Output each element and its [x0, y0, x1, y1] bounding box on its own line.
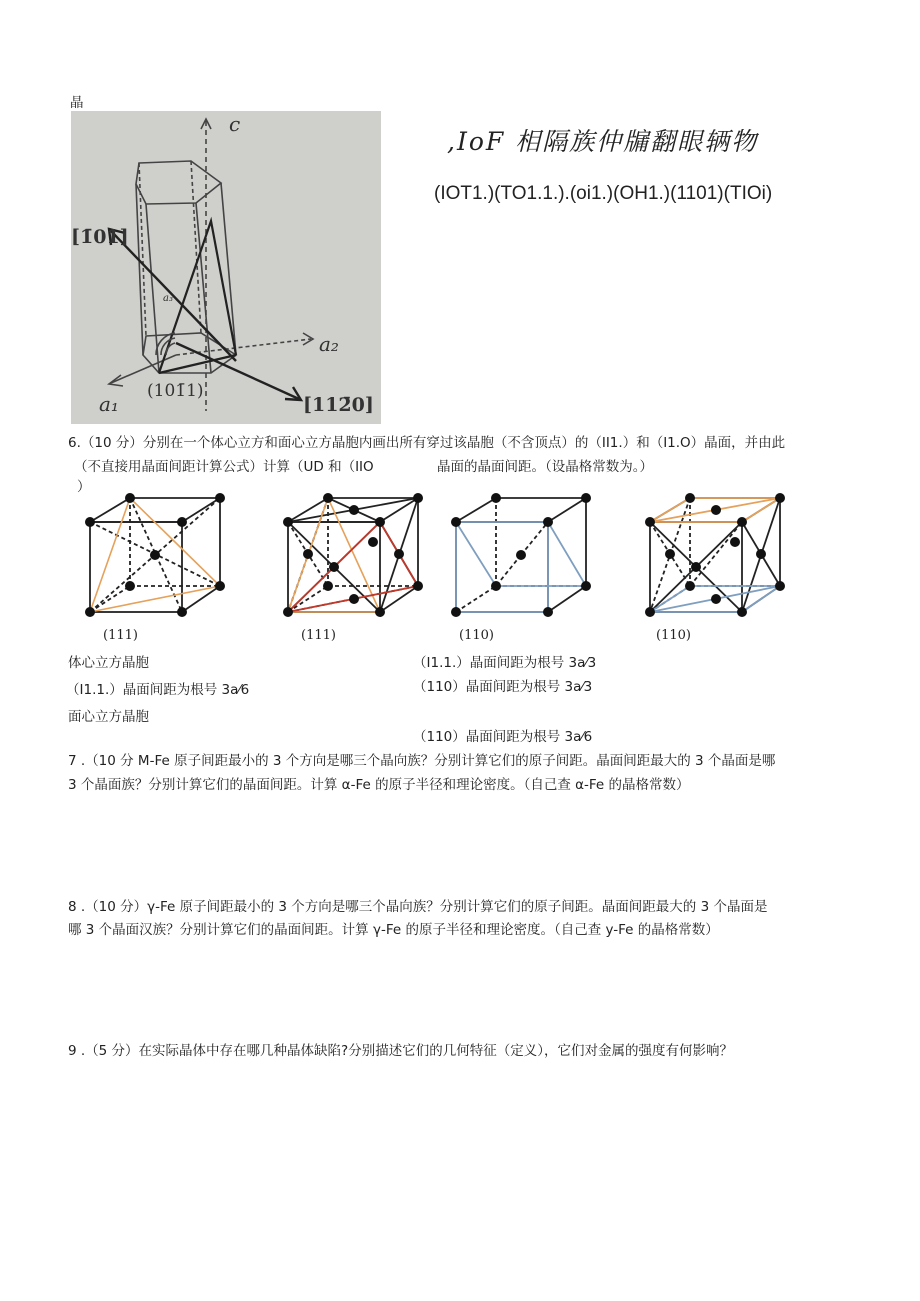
right-110b-answer: （110）晶面间距为根号 3a⁄6 [413, 729, 593, 745]
caption-2: (111) [301, 628, 336, 643]
caption-3: (110) [459, 628, 494, 643]
q6-line3: ） [77, 479, 91, 495]
figure-bcc-110 [448, 490, 598, 620]
q7-line1: 7 .（10 分 M-Fe 原子间距最小的 3 个方向是哪三个晶向族？分别计算它们的原子间距。晶面间距最大的 3 个晶面是哪 [68, 753, 776, 769]
hcp-sketch [71, 111, 381, 424]
right-111-answer: （I1.1.）晶面间距为根号 3a⁄3 [413, 655, 597, 671]
bcc-111-answer: （I1.1.）晶面间距为根号 3a⁄6 [66, 682, 250, 698]
label-a1: a₁ [99, 392, 119, 416]
q7-line2: 3 个晶面族？分别计算它们的晶面间距。计算 α-Fe 的原子半径和理论密度。（自己查 α-Fe 的晶格常数） [68, 777, 690, 793]
indices-line: (IOT1.)(TO1.1.).(oi1.)(OH1.)(1101)(TIOi) [434, 183, 773, 204]
q9-line1: 9 .（5 分）在实际晶体中存在哪几种晶体缺陷?分别描述它们的几何特征（定义），它们对金属的强度有何影响？ [68, 1043, 733, 1059]
q8-line1: 8 .（10 分）γ-Fe 原子间距最小的 3 个方向是哪三个晶向族？分别计算它们的原子间距。晶面间距最大的 3 个晶面是 [68, 899, 768, 915]
q8-line2: 哪 3 个晶面汉族？分别计算它们的晶面间距。计算 γ-Fe 的原子半径和理论密度。（自己查 y-Fe 的晶格常数） [68, 922, 719, 938]
figure-fcc-111 [280, 490, 430, 620]
caption-4: (110) [656, 628, 691, 643]
label-plane: (101̄1) [147, 381, 204, 401]
bcc-label: 体心立方晶胞 [68, 655, 149, 671]
header-char: 晶 [70, 95, 84, 111]
label-a2: a₂ [319, 332, 339, 356]
fcc-label: 面心立方晶胞 [68, 709, 149, 725]
figure-fcc-110 [642, 490, 792, 620]
label-dir2: [112̄0] [303, 394, 374, 416]
top-hexagon [136, 161, 221, 204]
q6-line1: 6.（10 分）分别在一个体心立方和面心立方晶胞内画出所有穿过该晶胞（不含顶点）的（II1.）和（I1.O）晶面，并由此 [68, 435, 786, 451]
right-110-answer: （110）晶面间距为根号 3a⁄3 [413, 679, 593, 695]
label-c: c [229, 112, 241, 136]
q6-line2: （不直接用晶面间距计算公式）计算（UD 和（IIO [74, 459, 374, 475]
label-dir1: [1̄01] [71, 226, 129, 248]
caption-1: (111) [103, 628, 138, 643]
hcp-sketch-photo [71, 111, 381, 424]
q6-line2b: 晶面的晶面间距。（设晶格常数为。） [437, 459, 653, 475]
hand-title: ,IoF 相隔族仲牖翻眼辆物 [447, 127, 759, 156]
figure-bcc-111 [82, 490, 232, 620]
label-a3: a₃ [163, 293, 173, 304]
